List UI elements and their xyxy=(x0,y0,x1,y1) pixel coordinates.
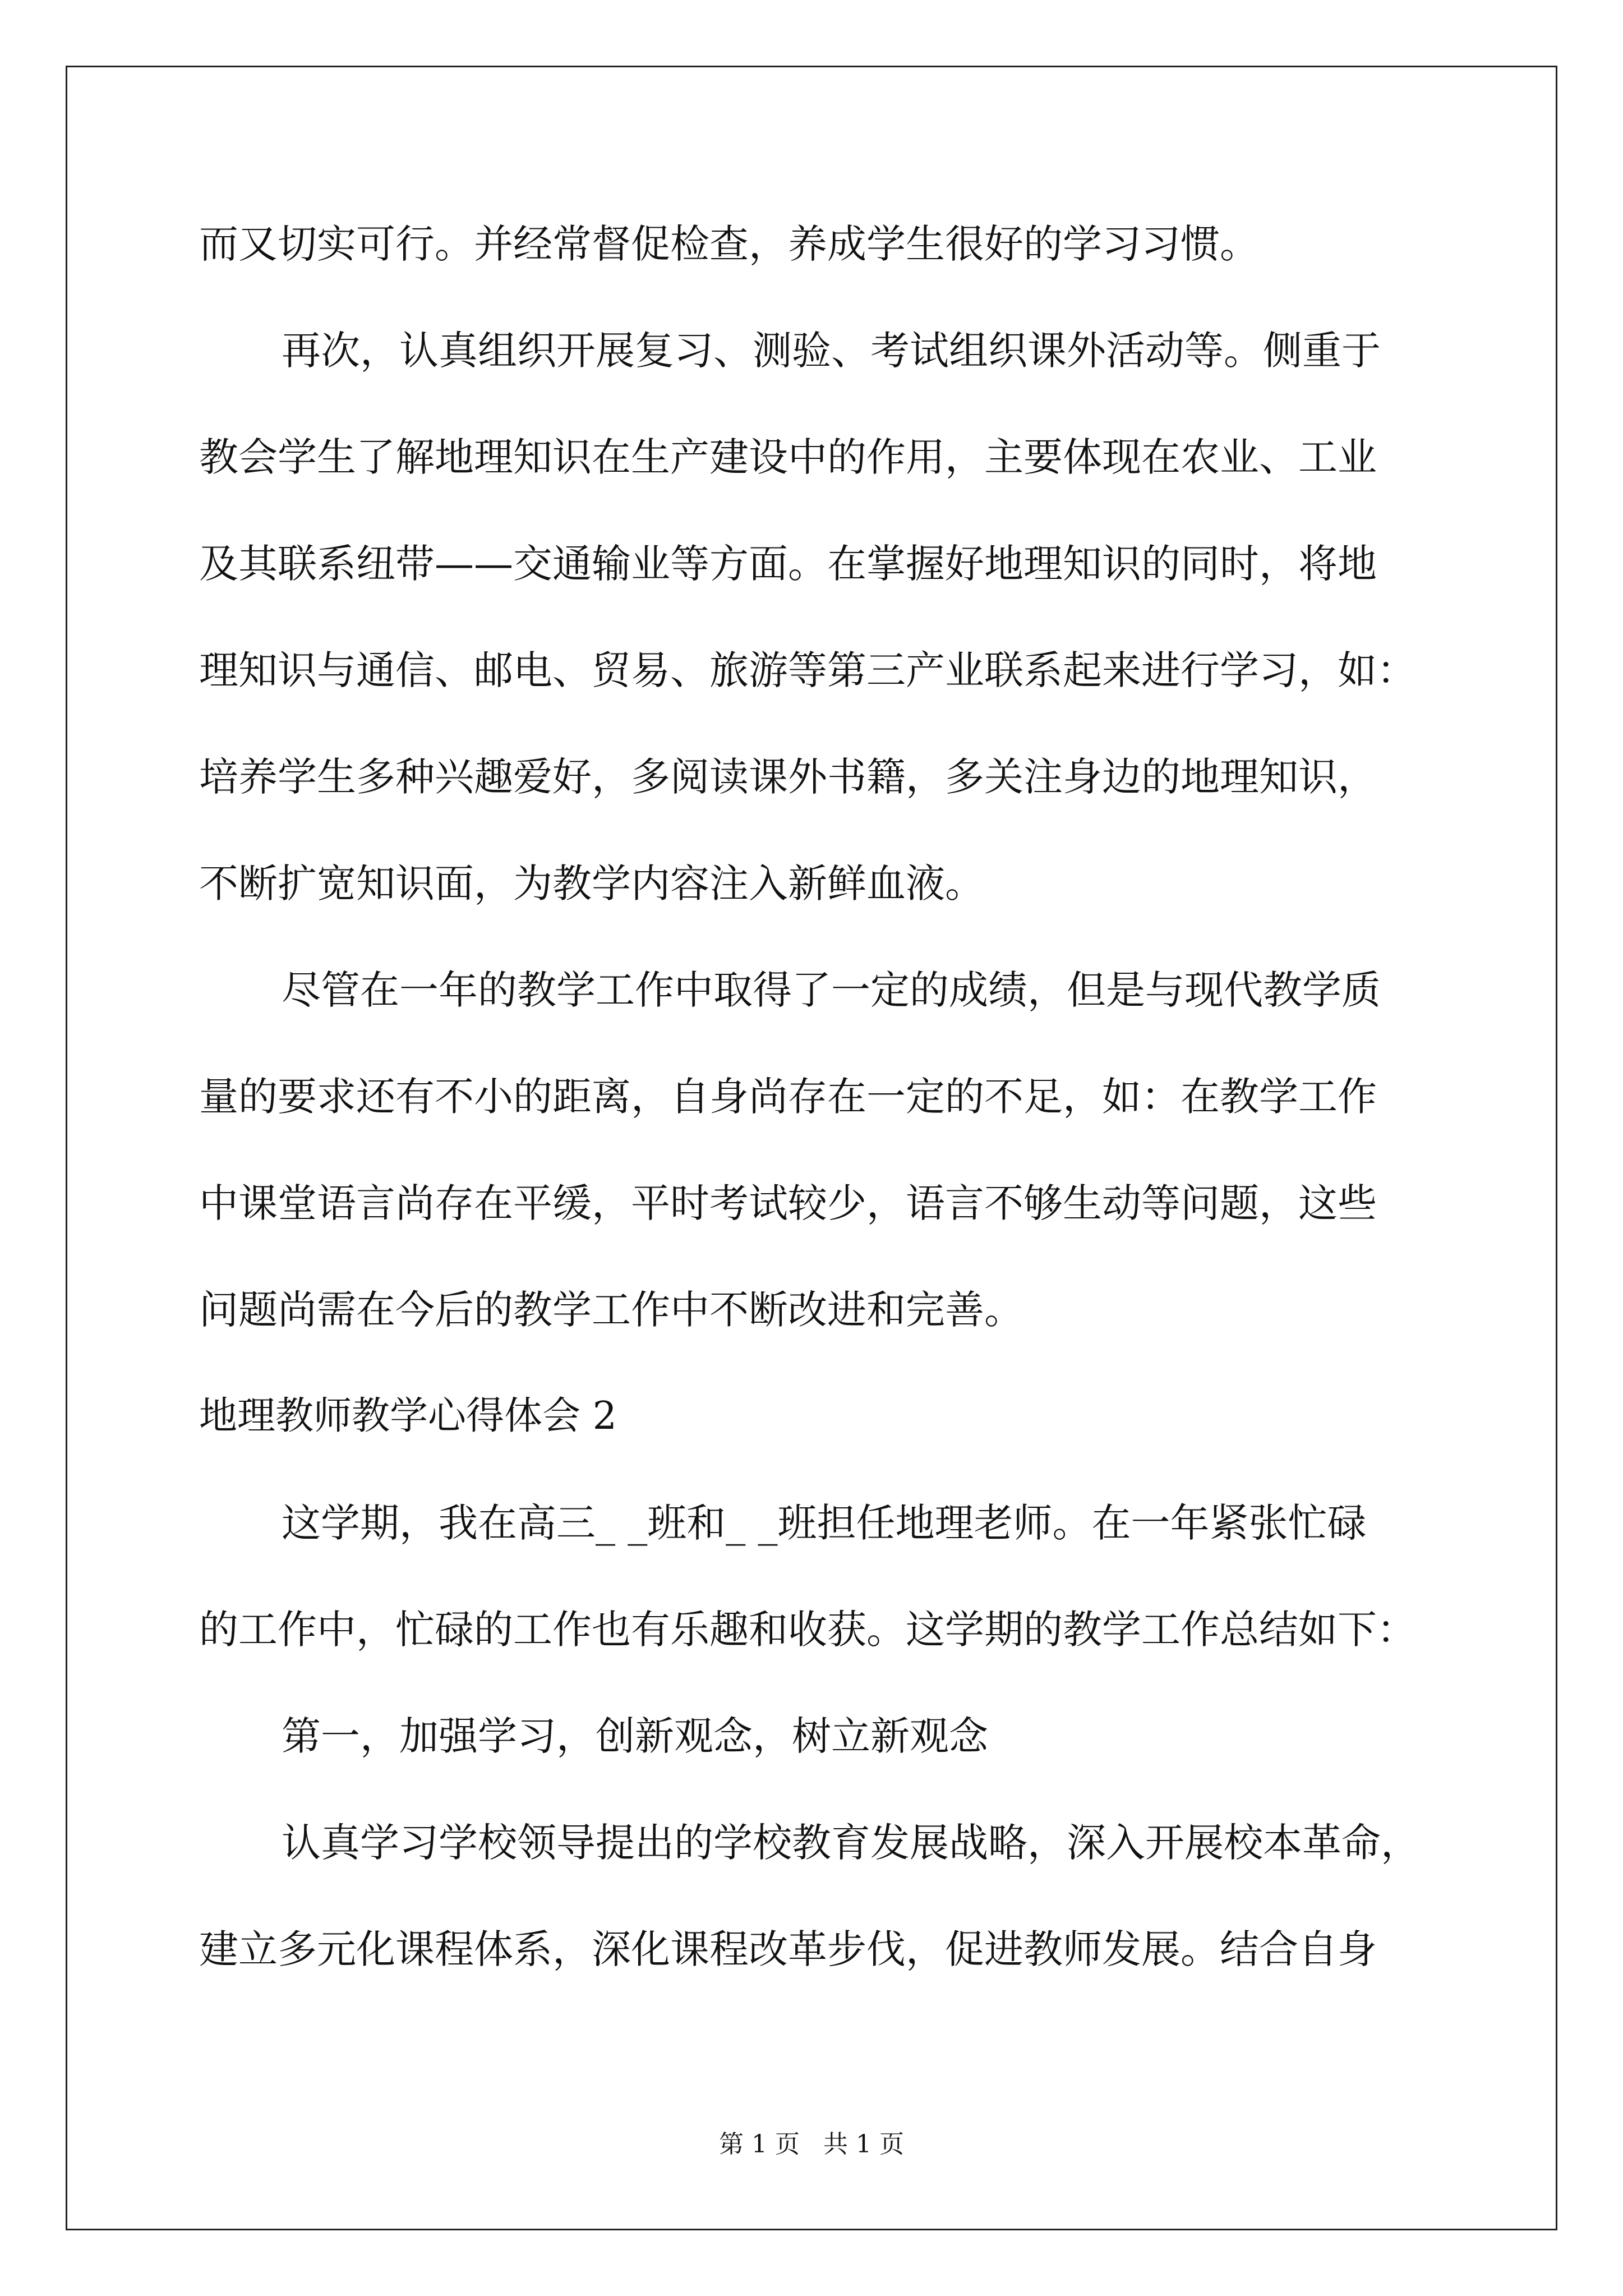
text-line: 及其联系纽带——交通输业等方面。在掌握好地理知识的同时，将地 xyxy=(199,541,1377,587)
page-border xyxy=(66,66,1557,2230)
text-line: 尽管在一年的教学工作中取得了一定的成绩，但是与现代教学质 xyxy=(282,967,1381,1013)
text-line: 量的要求还有不小的距离，自身尚存在一定的不足，如：在教学工作 xyxy=(199,1074,1377,1120)
text-line: 不断扩宽知识面，为教学内容注入新鲜血液。 xyxy=(199,861,984,907)
section-heading: 地理教师教学心得体会 2 xyxy=(199,1394,617,1438)
text-line: 建立多元化课程体系，深化课程改革步伐，促进教师发展。结合自身 xyxy=(199,1926,1377,1972)
page-total: 共 1 页 xyxy=(823,2130,904,2159)
text-line: 认真学习学校领导提出的学校教育发展战略，深入开展校本革命， xyxy=(282,1820,1420,1866)
text-line: 培养学生多种兴趣爱好，多阅读课外书籍，多关注身边的地理知识， xyxy=(199,754,1377,800)
text-line: 这学期，我在高三_ _班和_ _班担任地理老师。在一年紧张忙碌 xyxy=(282,1500,1367,1546)
page-footer xyxy=(0,2128,1623,2161)
text-line: 中课堂语言尚存在平缓，平时考试较少，语言不够生动等问题，这些 xyxy=(199,1180,1377,1226)
text-line: 理知识与通信、邮电、贸易、旅游等第三产业联系起来进行学习，如： xyxy=(199,647,1416,693)
text-line: 的工作中，忙碌的工作也有乐趣和收获。这学期的教学工作总结如下： xyxy=(199,1607,1416,1653)
page-number: 第 1 页 xyxy=(719,2130,800,2159)
text-line: 而又切实可行。并经常督促检查，养成学生很好的学习习惯。 xyxy=(199,221,1259,267)
text-line: 第一，加强学习，创新观念，树立新观念 xyxy=(282,1713,988,1759)
text-line: 再次，认真组织开展复习、测验、考试组织课外活动等。侧重于 xyxy=(282,328,1381,374)
text-line: 教会学生了解地理知识在生产建设中的作用，主要体现在农业、工业 xyxy=(199,434,1377,480)
text-line: 问题尚需在今后的教学工作中不断改进和完善。 xyxy=(199,1287,1023,1333)
